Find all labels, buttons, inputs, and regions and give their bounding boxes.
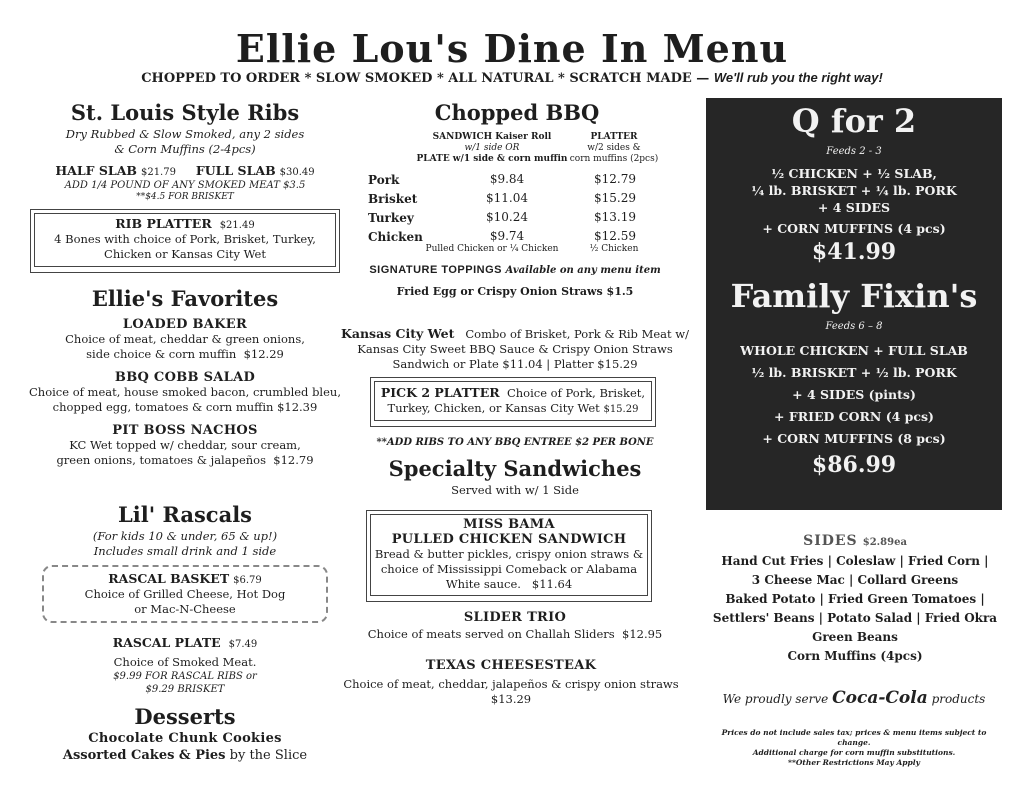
bbq-sandwich-price: $9.74: [489, 229, 525, 243]
rascal-plate-note-2: $9.29 BRISKET: [145, 684, 225, 695]
dessert-item-2-suffix: by the Slice: [229, 748, 308, 763]
rascal-plate-desc: Choice of Smoked Meat.: [113, 655, 257, 669]
toppings-section: [340, 263, 690, 298]
table-row: [368, 208, 668, 227]
bbq-platter-price: $13.19: [594, 210, 636, 224]
rascal-basket-label: RASCAL BASKET: [108, 571, 230, 586]
bbq-sandwich-price: $10.24: [486, 210, 528, 224]
menu-title: Ellie Lou's Dine In Menu: [235, 26, 789, 71]
slider-trio: [340, 610, 690, 642]
family-fixins-line-3: + 4 SIDES (pints): [792, 387, 916, 402]
sides-list: [700, 552, 1010, 666]
toppings-note: Available on any menu item: [505, 265, 661, 276]
ribs-desc-1: Dry Rubbed & Slow Smoked, any 2 sides: [65, 127, 305, 141]
desserts-section: [30, 704, 340, 763]
desserts-title: Desserts: [134, 704, 236, 729]
favorite-desc: side choice & corn muffin: [86, 347, 237, 361]
family-fixins-line-1: WHOLE CHICKEN + FULL SLAB: [740, 343, 968, 358]
dessert-item-1: Chocolate Chunk Cookies: [88, 731, 282, 746]
pick2-desc-1: Choice of Pork, Brisket,: [506, 386, 646, 400]
sandwiches-subtitle: Served with w/ 1 Side: [451, 483, 579, 497]
fine-print-3: **Other Restrictions May Apply: [788, 758, 920, 767]
miss-bama-desc-1: Bread & butter pickles, crispy onion straws &: [374, 547, 644, 561]
table-row: [368, 189, 668, 208]
q-for-2-title: Q for 2: [791, 102, 917, 140]
pick2-name: PICK 2 PLATTER: [380, 385, 500, 400]
favorite-name: BBQ COBB SALAD: [114, 370, 256, 385]
rib-platter-box: [30, 209, 340, 273]
favorite-price: $12.29: [243, 347, 284, 361]
bbq-platter-header: [566, 132, 662, 165]
fine-print-2: Additional charge for corn muffin substitutions.: [752, 748, 956, 757]
favorites-section: [20, 286, 350, 468]
rascals-note-2: Includes small drink and 1 side: [93, 544, 277, 558]
ribs-section: [30, 100, 340, 273]
slider-trio-price: $12.95: [622, 627, 663, 641]
family-fixins-price: $86.99: [811, 452, 897, 478]
rascal-basket-price: $6.79: [233, 575, 262, 586]
bbq-platter-hdr-2: w/2 sides &: [587, 143, 641, 153]
slider-trio-desc: Choice of meats served on Challah Sliders: [367, 627, 615, 641]
full-slab-price: $30.49: [279, 167, 315, 178]
texas-price: $13.29: [490, 692, 532, 706]
rascal-plate-price: $7.49: [228, 639, 258, 650]
bbq-platter-price: $12.79: [594, 172, 636, 186]
toppings-title: SIGNATURE TOPPINGS: [369, 264, 502, 276]
toppings-item: Fried Egg or Crispy Onion Straws: [396, 285, 603, 298]
specials-chalkboard: [706, 98, 1002, 510]
serve-post: products: [931, 692, 986, 706]
favorite-price: $12.79: [273, 453, 314, 467]
q-for-2-line-3: + 4 SIDES: [817, 200, 891, 215]
miss-bama-desc-2: choice of Mississippi Comeback or Alabama: [380, 562, 638, 576]
fine-print: [706, 728, 1002, 768]
rascals-note-1: (For kids 10 & under, 65 & up!): [92, 529, 278, 543]
sandwiches-title: Specialty Sandwiches: [388, 456, 642, 481]
bbq-foot-sandwich: Pulled Chicken or ¼ Chicken: [425, 244, 559, 254]
kc-wet-section: [340, 326, 690, 372]
tagline-italic: We'll rub you the right way!: [713, 70, 883, 85]
bbq-sandwich-header: [412, 132, 572, 165]
add-meat-price: $3.5: [283, 180, 306, 191]
favorite-item-1: [20, 370, 350, 415]
ribs-desc-2: & Corn Muffins (2-4pcs): [114, 142, 256, 156]
miss-bama-box: [366, 510, 652, 602]
sides-price: $2.89ea: [862, 537, 907, 548]
add-ribs-note: **ADD RIBS TO ANY BBQ ENTREE $2 PER BONE: [376, 437, 654, 448]
tagline-main: CHOPPED TO ORDER * SLOW SMOKED * ALL NATURAL * SCRATCH MADE —: [141, 71, 710, 86]
pick2-price: $15.29: [603, 404, 639, 415]
kc-wet-desc-3: Sandwich or Plate $11.04 | Platter $15.29: [392, 357, 638, 371]
rascals-section: [30, 502, 340, 696]
bbq-price-table: [368, 170, 668, 246]
favorite-desc: KC Wet topped w/ cheddar, sour cream,: [69, 438, 301, 452]
bbq-sandwich-hdr-3: PLATE w/1 side & corn muffin: [416, 154, 568, 164]
rib-platter-label: RIB PLATTER: [115, 216, 212, 231]
family-fixins-line-2: ½ lb. BRISKET + ½ lb. PORK: [751, 365, 957, 380]
bbq-platter-price: $15.29: [594, 191, 636, 205]
add-meat-note: [30, 179, 340, 192]
kc-wet-desc-1: Combo of Brisket, Pork & Rib Meat w/: [465, 327, 690, 341]
sides-line: 3 Cheese Mac | Collard Greens: [751, 573, 959, 587]
bbq-section: [352, 100, 682, 125]
miss-bama-sub: PULLED CHICKEN SANDWICH: [391, 532, 627, 547]
sides-line: Baked Potato | Fried Green Tomatoes |: [725, 592, 985, 606]
half-slab-label: HALF SLAB: [55, 163, 137, 178]
rib-platter-desc-1: 4 Bones with choice of Pork, Brisket, Turkey,: [54, 232, 316, 246]
kc-wet-desc-2: Kansas City Sweet BBQ Sauce & Crispy Onion Straws: [357, 342, 673, 356]
q-for-2-feeds: Feeds 2 - 3: [826, 146, 882, 157]
family-fixins-title: Family Fixin's: [730, 277, 978, 315]
favorite-price: $12.39: [277, 400, 318, 414]
brisket-note: **$4.5 FOR BRISKET: [136, 192, 234, 202]
favorite-name: LOADED BAKER: [122, 317, 248, 332]
kc-wet-name: Kansas City Wet: [340, 326, 455, 341]
rascal-basket-desc-2: or Mac-N-Cheese: [134, 602, 236, 616]
full-slab-label: FULL SLAB: [195, 163, 276, 178]
sides-line: Hand Cut Fries | Coleslaw | Fried Corn |: [721, 554, 989, 568]
bbq-sandwich-price: $11.04: [486, 191, 528, 205]
coke-line: [706, 688, 1002, 708]
coca-cola-logo: Coca-Cola: [832, 688, 928, 708]
texas-cheesesteak: [326, 658, 696, 707]
rib-platter-price: $21.49: [219, 220, 255, 231]
ribs-prices: [30, 163, 340, 179]
half-slab-price: $21.79: [140, 167, 176, 178]
q-for-2-price: $41.99: [811, 239, 897, 265]
pick2-platter-box: [370, 377, 656, 427]
sides-title: SIDES: [803, 533, 858, 549]
bbq-sandwich-price: $9.84: [489, 172, 525, 186]
toppings-price: $1.5: [606, 285, 634, 298]
rascal-plate-label: RASCAL PLATE: [112, 635, 221, 650]
favorites-title: Ellie's Favorites: [91, 286, 279, 311]
rascal-basket-box: [42, 565, 328, 623]
rascal-basket-desc-1: Choice of Grilled Cheese, Hot Dog: [84, 587, 286, 601]
bbq-platter-hdr-3: corn muffins (2pcs): [569, 154, 659, 164]
sides-line: Corn Muffins (4pcs): [787, 649, 923, 663]
bbq-sandwich-hdr-1: SANDWICH Kaiser Roll: [432, 132, 552, 142]
dessert-item-2-name: Assorted Cakes & Pies: [62, 748, 226, 763]
favorite-desc: Choice of meat, cheddar & green onions,: [65, 332, 305, 346]
fine-print-1: Prices do not include sales tax; prices & menu items subject to change.: [721, 728, 987, 747]
sides-section: [700, 530, 1010, 666]
favorite-desc: green onions, tomatoes & jalapeños: [56, 453, 266, 467]
family-fixins-line-5: + CORN MUFFINS (8 pcs): [762, 431, 946, 446]
dessert-item-2: [30, 748, 340, 763]
favorite-item-0: [20, 317, 350, 362]
texas-name: TEXAS CHEESESTEAK: [425, 658, 597, 673]
miss-bama-name: MISS BAMA: [463, 517, 555, 532]
bbq-foot-platter: ½ Chicken: [589, 244, 639, 254]
q-for-2-line-4: + CORN MUFFINS (4 pcs): [762, 221, 946, 236]
ribs-title: St. Louis Style Ribs: [70, 100, 300, 125]
serve-pre: We proudly serve: [722, 692, 829, 706]
favorite-item-2: [20, 423, 350, 468]
bbq-sandwich-hdr-2: w/1 side OR: [464, 143, 520, 153]
bbq-meat: Chicken: [368, 229, 423, 244]
texas-desc: Choice of meat, cheddar, jalapeños & crispy onion straws: [343, 677, 679, 691]
tagline: [0, 70, 1024, 86]
favorite-name: PIT BOSS NACHOS: [112, 423, 258, 438]
family-fixins-line-4: + FRIED CORN (4 pcs): [774, 409, 934, 424]
bbq-platter-price: $12.59: [594, 229, 636, 243]
add-meat-text: ADD 1/4 POUND OF ANY SMOKED MEAT: [64, 180, 280, 191]
rib-platter-desc-2: Chicken or Kansas City Wet: [104, 247, 266, 261]
sandwiches-section: [340, 456, 690, 498]
rascal-plate-note-1: $9.99 FOR RASCAL RIBS or: [113, 671, 257, 682]
bbq-title: Chopped BBQ: [434, 100, 600, 125]
sides-line: Settlers' Beans | Potato Salad | Fried Okra: [712, 611, 998, 625]
family-fixins-feeds: Feeds 6 – 8: [825, 321, 883, 332]
sides-line: Green Beans: [812, 630, 898, 644]
bbq-meat: Turkey: [368, 210, 414, 225]
favorite-desc: chopped egg, tomatoes & corn muffin: [52, 400, 274, 414]
table-row: [368, 170, 668, 189]
miss-bama-price: $11.64: [531, 577, 573, 591]
q-for-2-line-1: ½ CHICKEN + ½ SLAB,: [771, 166, 937, 181]
pick2-desc-2: Turkey, Chicken, or Kansas City Wet: [387, 401, 600, 415]
bbq-platter-hdr-1: PLATTER: [590, 132, 638, 142]
q-for-2-line-2: ¼ lb. BRISKET + ¼ lb. PORK: [751, 183, 957, 198]
favorite-desc: Choice of meat, house smoked bacon, crumbled bleu,: [29, 385, 341, 399]
miss-bama-desc-3: White sauce.: [445, 577, 521, 591]
bbq-meat: Pork: [368, 172, 400, 187]
bbq-meat: Brisket: [368, 191, 418, 206]
rascals-title: Lil' Rascals: [117, 502, 253, 527]
slider-trio-name: SLIDER TRIO: [463, 610, 567, 625]
